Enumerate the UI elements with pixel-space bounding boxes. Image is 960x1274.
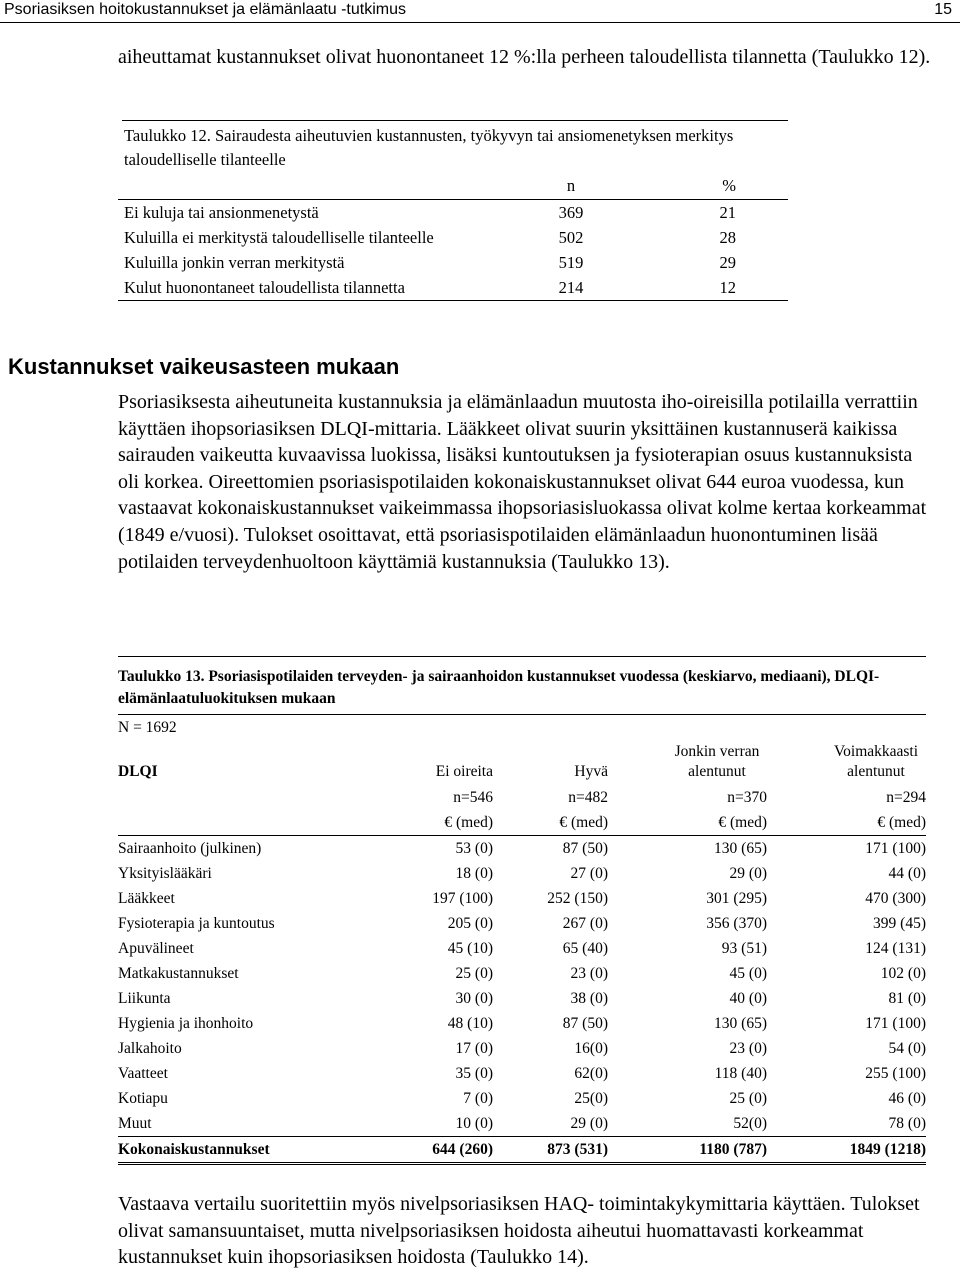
table-12-col-pct: % — [666, 172, 788, 200]
row-value: 130 (65) — [714, 1014, 767, 1032]
table-13-header-row — [118, 740, 926, 785]
running-title: Psoriasiksen hoitokustannukset ja elämänlaatu -tutkimus — [4, 1, 406, 18]
col-header-text: Voimakkaasti alentunut — [833, 743, 919, 780]
row-value: 356 (370) — [706, 914, 767, 932]
table-12-caption — [124, 121, 788, 172]
n-total: N = 1692 — [118, 718, 177, 736]
total-value: 873 (531) — [493, 1137, 608, 1164]
row-value: 45 (0) — [729, 964, 767, 982]
row-value: 102 (0) — [880, 964, 926, 982]
row-value: 29 (0) — [729, 864, 767, 882]
row-label: Hygienia ja ihonhoito — [118, 1014, 254, 1032]
paragraph-intro: aiheuttamat kustannukset olivat huonontaneet 12 %:lla perheen taloudellista tilannetta (Taulukko 12). — [118, 46, 931, 68]
table-12-caption-label: Taulukko 12. — [124, 126, 211, 145]
row-value: 301 (295) — [706, 889, 767, 907]
row-label: Ei kuluja tai ansionmenetystä — [124, 202, 319, 222]
table-row — [118, 1036, 926, 1061]
row-pct: 21 — [719, 202, 736, 222]
row-label: Kuluilla jonkin verran merkitystä — [124, 252, 345, 272]
row-value: 81 (0) — [888, 989, 926, 1007]
table-row — [118, 250, 788, 275]
row-label: Vaatteet — [118, 1064, 168, 1082]
row-value: 197 (100) — [432, 889, 493, 907]
row-label: Sairaanhoito (julkinen) — [118, 839, 262, 857]
col-n: n=370 — [727, 788, 767, 806]
table-13 — [118, 656, 926, 1165]
table-12-caption-text: Sairaudesta aiheutuvien kustannusten, työkyvyn tai ansiomenetyksen merkitys taloudelliselle tilanteelle — [124, 126, 734, 169]
row-value: 30 (0) — [455, 989, 493, 1007]
table-row — [118, 911, 926, 936]
row-label: Matkakustannukset — [118, 964, 239, 982]
col-n: n=294 — [886, 788, 926, 806]
row-pct: 29 — [719, 252, 736, 272]
row-value: 18 (0) — [455, 864, 493, 882]
row-value: 16(0) — [574, 1039, 608, 1057]
row-label: Jalkahoito — [118, 1039, 182, 1057]
row-value: 205 (0) — [447, 914, 493, 932]
col-unit: € (med) — [398, 810, 493, 836]
row-value: 53 (0) — [455, 839, 493, 857]
table-12-col-n: n — [516, 172, 666, 200]
table-row — [118, 936, 926, 961]
row-value: 87 (50) — [562, 839, 608, 857]
row-label: Kuluilla ei merkitystä taloudelliselle tilanteelle — [124, 227, 434, 247]
table-13-n-row — [118, 715, 926, 740]
row-label: Liikunta — [118, 989, 171, 1007]
row-n: 369 — [558, 202, 584, 222]
row-value: 29 (0) — [570, 1114, 608, 1132]
row-value: 171 (100) — [865, 1014, 926, 1032]
row-value: 78 (0) — [888, 1114, 926, 1132]
row-label: Fysioterapia ja kuntoutus — [118, 914, 275, 932]
table-row — [118, 861, 926, 886]
row-value: 46 (0) — [888, 1089, 926, 1107]
row-value: 40 (0) — [729, 989, 767, 1007]
row-value: 267 (0) — [562, 914, 608, 932]
row-value: 27 (0) — [570, 864, 608, 882]
col-n: n=546 — [453, 788, 493, 806]
row-value: 7 (0) — [463, 1089, 493, 1107]
page-header — [0, 0, 960, 23]
table-13-body — [118, 836, 926, 1165]
table-row — [118, 836, 926, 861]
row-value: 10 (0) — [455, 1114, 493, 1132]
row-value: 124 (131) — [865, 939, 926, 957]
row-value: 470 (300) — [865, 889, 926, 907]
row-value: 48 (10) — [447, 1014, 493, 1032]
table-row — [118, 1111, 926, 1137]
col-header-text: Jonkin verran alentunut — [674, 743, 760, 780]
row-value: 93 (51) — [721, 939, 767, 957]
row-value: 38 (0) — [570, 989, 608, 1007]
row-value: 255 (100) — [865, 1064, 926, 1082]
section-heading: Kustannukset vaikeusasteen mukaan — [8, 354, 400, 379]
col-n: n=482 — [568, 788, 608, 806]
row-pct: 28 — [719, 227, 736, 247]
col-header — [767, 740, 926, 785]
row-n: 502 — [558, 227, 584, 247]
paragraph-costs: Psoriasiksesta aiheutuneita kustannuksia ja elämänlaadun muutosta iho-oireisilla potilailla verrattiin käyttäen ihopsoriasiksen DLQI-mittaria. Lääkkeet olivat suurin yksittäinen kustannuserä kaikissa sairauden vaikeutta kuvaavissa luokissa, lisäksi kuntoutuksen ja fysioterapian osuus kustannuksista oli korkea. Oireettomien psoriasispotilaiden kokonaiskustannukset olivat 644 euroa vuodessa, kun vastaavat kokonaiskustannukset vaikeimmassa ihopsoriasisluokassa olivat kolme kertaa korkeammat (1849 e/vuosi). Tulokset osoittavat, että psoriasispotilaiden elämänlaadun huonontuminen lisää potilaiden terveydenhuoltoon käyttämiä kustannuksia (Taulukko 13). — [118, 391, 927, 573]
total-value: 1849 (1218) — [767, 1137, 926, 1164]
col-header: Hyvä — [574, 763, 608, 780]
row-value: 62(0) — [574, 1064, 608, 1082]
table-row — [118, 200, 788, 226]
row-value: 25 (0) — [729, 1089, 767, 1107]
paragraph-haq: Vastaava vertailu suoritettiin myös nivelpsoriasiksen HAQ- toimintakykymittaria käyttäen. Tulokset olivat samansuuntaiset, mutta nivelpsoriasiksen hoidosta aiheutui huomattavasti korkeammat kustannukset kuin ihopsoriasiksen hoidosta (Taulukko 14). — [118, 1193, 920, 1268]
table-13-n-counts — [118, 785, 926, 810]
row-value: 35 (0) — [455, 1064, 493, 1082]
total-label: Kokonaiskustannukset — [118, 1137, 398, 1164]
table-12-header-row — [118, 172, 788, 200]
row-label: Muut — [118, 1114, 152, 1132]
table-row — [118, 986, 926, 1011]
page-number: 15 — [934, 1, 952, 18]
col-header: Ei oireita — [435, 763, 493, 780]
row-label: Yksityislääkäri — [118, 864, 212, 882]
row-value: 52(0) — [733, 1114, 767, 1132]
table-13-grid — [118, 715, 926, 836]
table-12 — [118, 120, 788, 301]
row-value: 54 (0) — [888, 1039, 926, 1057]
row-value: 45 (10) — [447, 939, 493, 957]
col-unit: € (med) — [767, 810, 926, 836]
table-row — [118, 1011, 926, 1036]
table-row — [118, 225, 788, 250]
row-value: 25 (0) — [455, 964, 493, 982]
table-13-caption: Taulukko 13. Psoriasispotilaiden terveyden- ja sairaanhoidon kustannukset vuodessa (keskiarvo, mediaani), DLQI- elämänlaatuluokituksen mukaan — [118, 668, 880, 707]
row-value: 171 (100) — [865, 839, 926, 857]
table-12-grid — [118, 172, 788, 301]
row-n: 214 — [516, 275, 666, 301]
col-header — [608, 740, 767, 785]
col-unit: € (med) — [493, 810, 608, 836]
row-pct: 12 — [666, 275, 788, 301]
total-row — [118, 1137, 926, 1164]
row-value: 130 (65) — [714, 839, 767, 857]
row-value: 399 (45) — [873, 914, 926, 932]
row-value: 118 (40) — [714, 1064, 767, 1082]
row-label: Kulut huonontaneet taloudellista tilannetta — [118, 275, 516, 301]
row-label: Apuvälineet — [118, 939, 194, 957]
table-row — [118, 1061, 926, 1086]
table-row — [118, 275, 788, 301]
table-row — [118, 961, 926, 986]
col-unit: € (med) — [608, 810, 767, 836]
row-value: 65 (40) — [562, 939, 608, 957]
row-value: 87 (50) — [562, 1014, 608, 1032]
row-value: 252 (150) — [547, 889, 608, 907]
total-value: 1180 (787) — [608, 1137, 767, 1164]
row-value: 17 (0) — [455, 1039, 493, 1057]
row-value: 23 (0) — [729, 1039, 767, 1057]
row-label: Kotiapu — [118, 1089, 168, 1107]
table-row — [118, 1086, 926, 1111]
row-label: Lääkkeet — [118, 889, 175, 907]
table-13-unit-row — [118, 810, 926, 836]
row-value: 23 (0) — [570, 964, 608, 982]
dlqi-label: DLQI — [118, 763, 158, 780]
table-row — [118, 886, 926, 911]
row-value: 44 (0) — [888, 864, 926, 882]
row-n: 519 — [558, 252, 584, 272]
row-value: 25(0) — [574, 1089, 608, 1107]
total-value: 644 (260) — [398, 1137, 493, 1164]
